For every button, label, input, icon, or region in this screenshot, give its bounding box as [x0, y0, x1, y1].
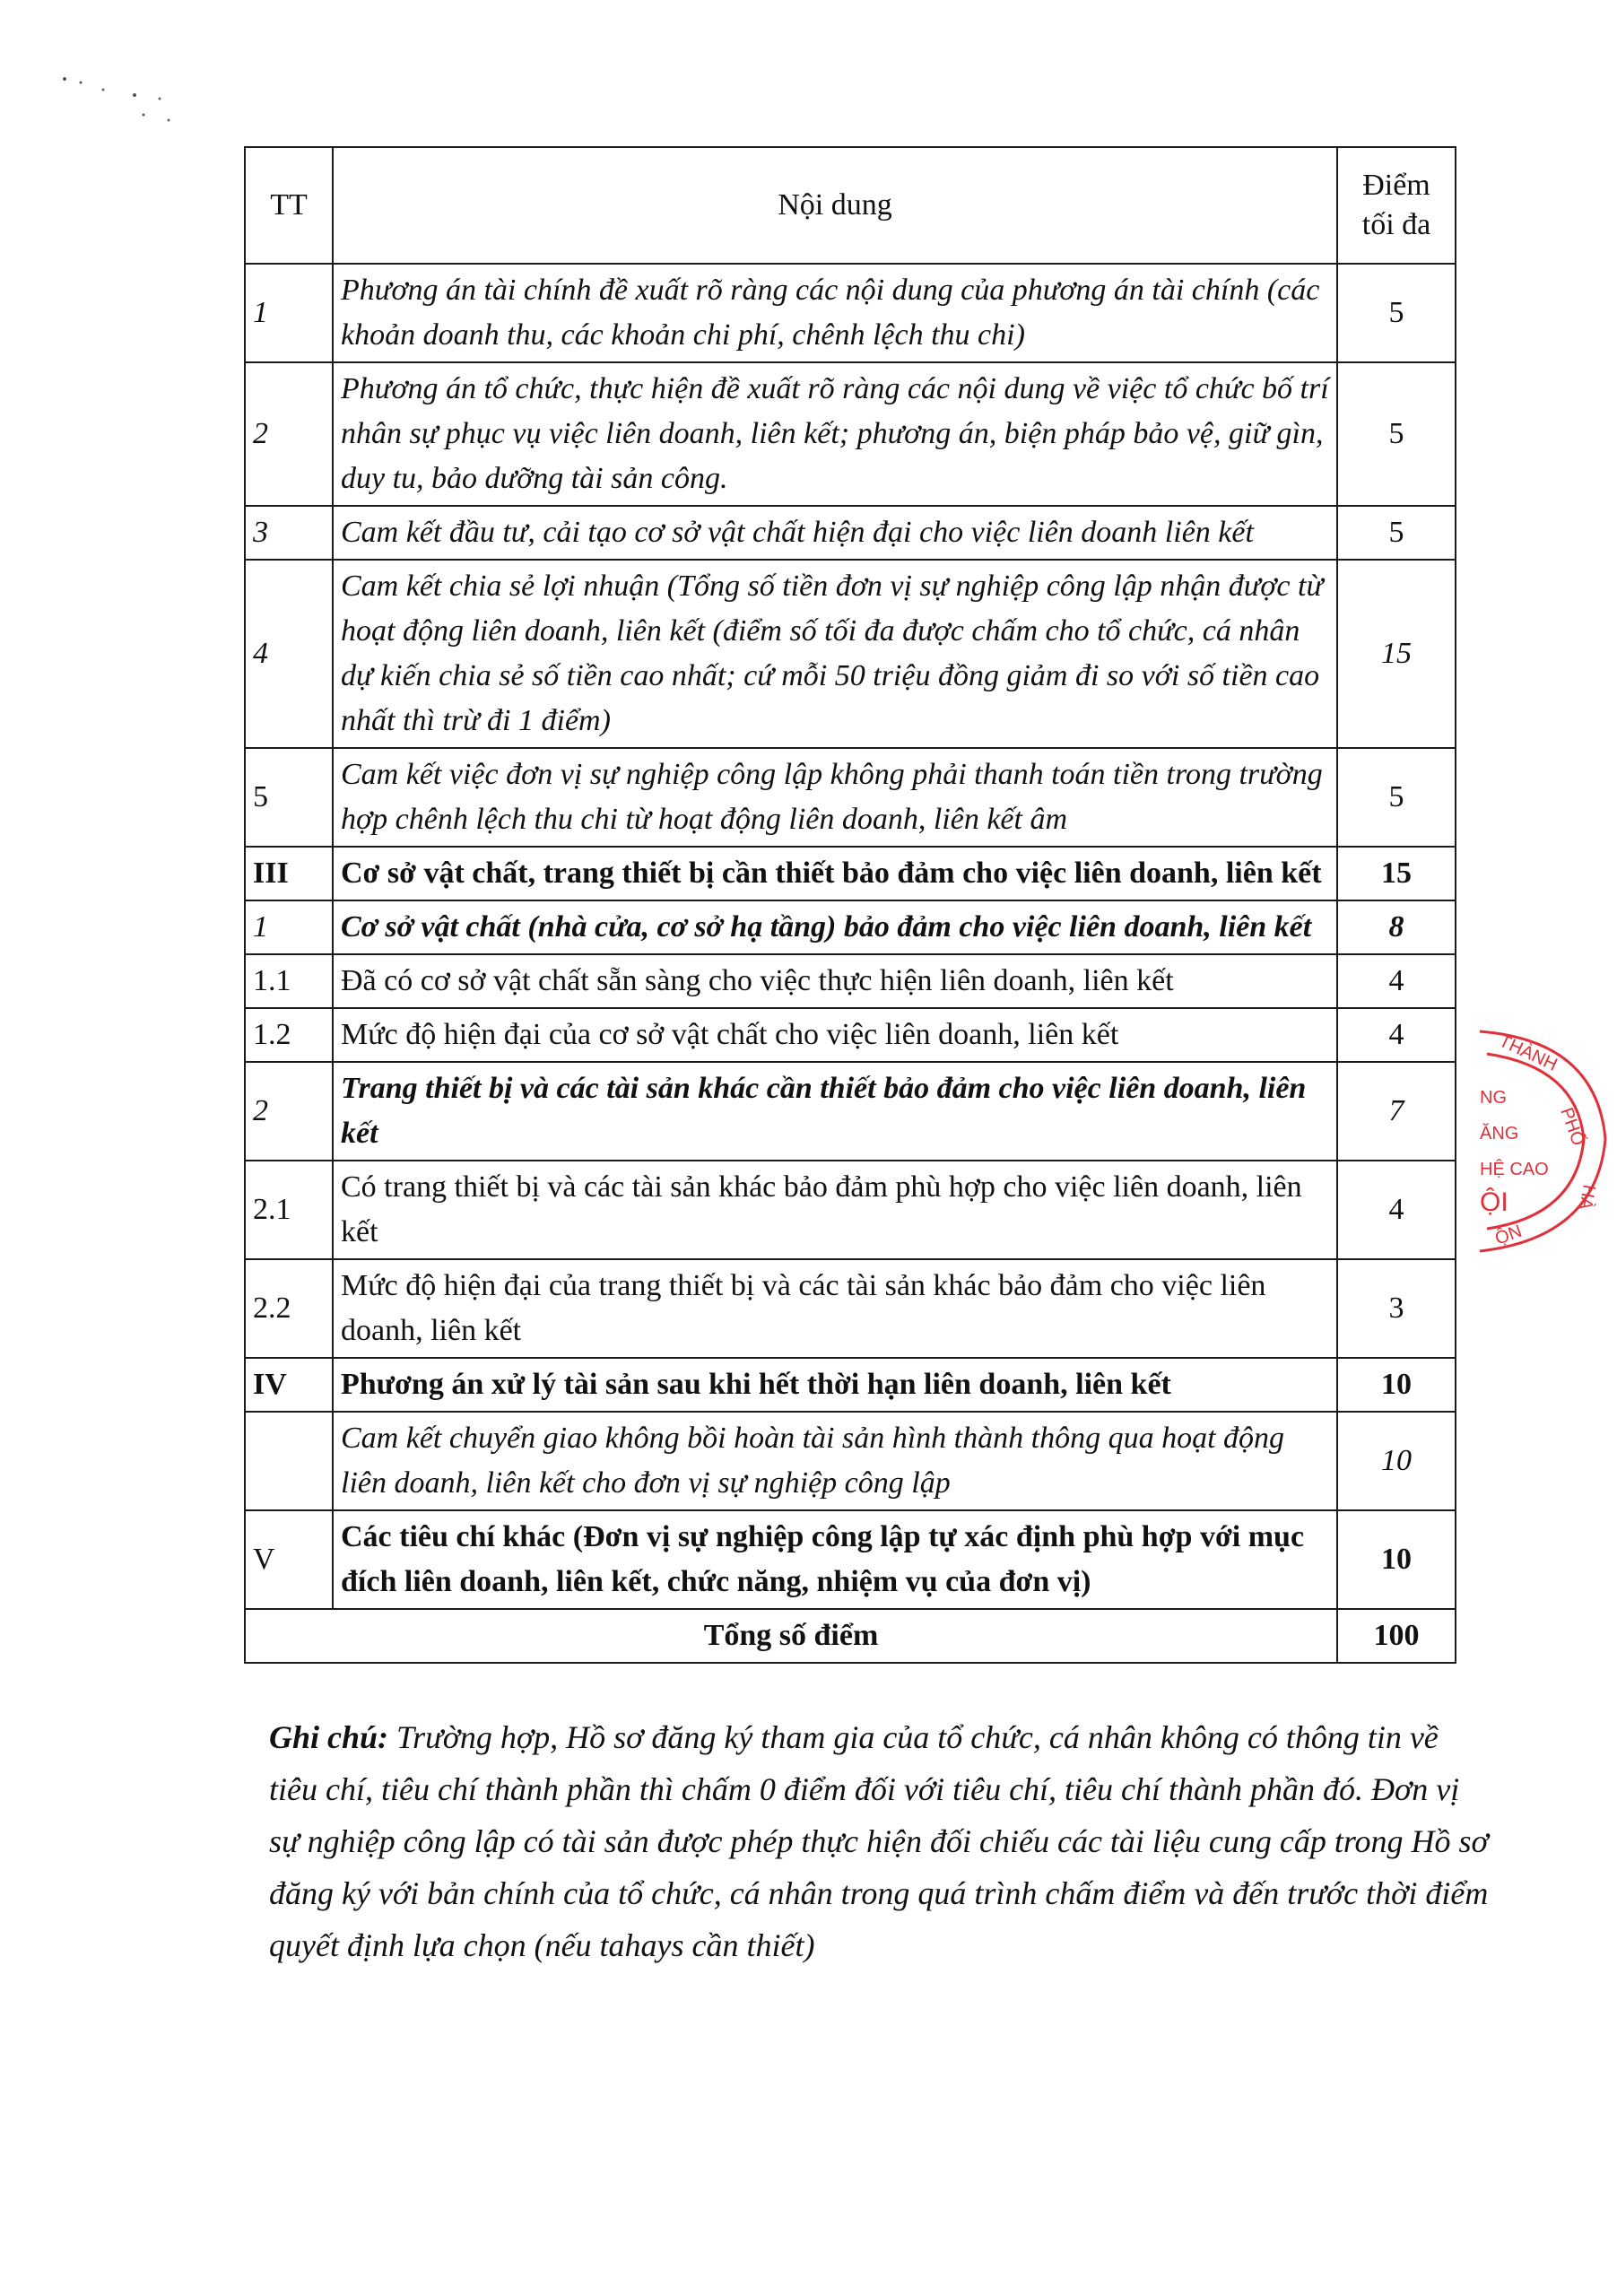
header-max-points: Điểm tối đa: [1337, 147, 1456, 264]
row-points: 15: [1337, 560, 1456, 748]
row-points: 4: [1337, 1161, 1456, 1259]
row-content: Phương án tài chính đề xuất rõ ràng các nội dung của phương án tài chính (các khoản doanh thu, các khoản chi phí, chênh lệch thu chi): [333, 264, 1337, 362]
stamp-text: ỘI: [1480, 1187, 1508, 1217]
row-tt: 4: [245, 560, 333, 748]
row-points: 7: [1337, 1062, 1456, 1161]
table-row: [245, 954, 1456, 1008]
table-row: [245, 1259, 1456, 1358]
total-points: 100: [1337, 1609, 1456, 1663]
footnote-label: Ghi chú:: [269, 1719, 389, 1755]
row-content: Mức độ hiện đại của cơ sở vật chất cho việc liên doanh, liên kết: [333, 1008, 1337, 1062]
table-row: [245, 748, 1456, 847]
row-points: 10: [1337, 1510, 1456, 1609]
footnote-text: Trường hợp, Hồ sơ đăng ký tham gia của tổ chức, cá nhân không có thông tin về tiêu chí, tiêu chí thành phần thì chấm 0 điểm đối với tiêu chí, tiêu chí thành phần đó. Đơn vị sự nghiệp công lập có tài sản được phép thực hiện đối chiếu các tài liệu cung cấp trong Hồ sơ đăng ký với bản chính của tổ chức, cá nhân trong quá trình chấm điểm và đến trước thời điểm quyết định lựa chọn (nếu tahays cần thiết): [269, 1719, 1489, 1963]
row-tt: 1.2: [245, 1008, 333, 1062]
table-total-row: [245, 1609, 1456, 1663]
header-content: Nội dung: [333, 147, 1337, 264]
table-row: [245, 1062, 1456, 1161]
stamp-text: THÀNH: [1495, 1031, 1560, 1075]
table-row: [245, 1008, 1456, 1062]
row-content: Cam kết việc đơn vị sự nghiệp công lập không phải thanh toán tiền trong trường hợp chênh lệch thu chi từ hoạt động liên doanh, liên kết âm: [333, 748, 1337, 847]
row-content: Đã có cơ sở vật chất sẵn sàng cho việc thực hiện liên doanh, liên kết: [333, 954, 1337, 1008]
row-content: Có trang thiết bị và các tài sản khác bảo đảm phù hợp cho việc liên doanh, liên kết: [333, 1161, 1337, 1259]
row-tt: 3: [245, 506, 333, 560]
row-tt: IV: [245, 1358, 333, 1412]
row-points: 5: [1337, 506, 1456, 560]
row-tt: 2: [245, 362, 333, 506]
row-tt: 2.2: [245, 1259, 333, 1358]
row-tt: [245, 1412, 333, 1510]
header-tt: TT: [245, 147, 333, 264]
table-header-row: [245, 147, 1456, 264]
row-points: 4: [1337, 1008, 1456, 1062]
table-row: [245, 264, 1456, 362]
row-content: Cam kết chia sẻ lợi nhuận (Tổng số tiền đơn vị sự nghiệp công lập nhận được từ hoạt động liên doanh, liên kết (điểm số tối đa được chấm cho tổ chức, cá nhân dự kiến chia sẻ số tiền cao nhất; cứ mỗi 50 triệu đồng giảm đi so với số tiền cao nhất thì trừ đi 1 điểm): [333, 560, 1337, 748]
row-content: Cơ sở vật chất, trang thiết bị cần thiết bảo đảm cho việc liên doanh, liên kết: [333, 847, 1337, 900]
row-content: Cơ sở vật chất (nhà cửa, cơ sở hạ tầng) bảo đảm cho việc liên doanh, liên kết: [333, 900, 1337, 954]
row-points: 4: [1337, 954, 1456, 1008]
row-points: 3: [1337, 1259, 1456, 1358]
scoring-criteria-table: [244, 146, 1456, 1664]
stamp-text: HỆ CAO: [1480, 1160, 1549, 1179]
row-content: Phương án xử lý tài sản sau khi hết thời hạn liên doanh, liên kết: [333, 1358, 1337, 1412]
row-tt: 1: [245, 900, 333, 954]
stamp-text: NG: [1480, 1088, 1507, 1108]
footnote: [269, 1711, 1489, 1971]
row-content: Trang thiết bị và các tài sản khác cần thiết bảo đảm cho việc liên doanh, liên kết: [333, 1062, 1337, 1161]
row-points: 15: [1337, 847, 1456, 900]
table-row: [245, 900, 1456, 954]
row-points: 10: [1337, 1358, 1456, 1412]
row-content: Cam kết chuyển giao không bồi hoàn tài sản hình thành thông qua hoạt động liên doanh, liên kết cho đơn vị sự nghiệp công lập: [333, 1412, 1337, 1510]
stamp-text: ỘN: [1492, 1221, 1525, 1249]
row-points: 8: [1337, 900, 1456, 954]
row-tt: 1.1: [245, 954, 333, 1008]
row-points: 5: [1337, 362, 1456, 506]
row-points: 5: [1337, 264, 1456, 362]
table-row: [245, 362, 1456, 506]
row-tt: V: [245, 1510, 333, 1609]
row-content: Các tiêu chí khác (Đơn vị sự nghiệp công lập tự xác định phù hợp với mục đích liên doanh, liên kết, chức năng, nhiệm vụ của đơn vị): [333, 1510, 1337, 1609]
scan-specks-decoration: [54, 63, 179, 144]
row-points: 10: [1337, 1412, 1456, 1510]
stamp-text: HÀ: [1575, 1183, 1599, 1212]
row-tt: III: [245, 847, 333, 900]
table-row-section: [245, 847, 1456, 900]
table-row-section: [245, 1358, 1456, 1412]
row-content: Phương án tổ chức, thực hiện đề xuất rõ ràng các nội dung về việc tổ chức bố trí nhân sự phục vụ việc liên doanh, liên kết; phương án, biện pháp bảo vệ, giữ gìn, duy tu, bảo dưỡng tài sản công.: [333, 362, 1337, 506]
table-row-section: [245, 1510, 1456, 1609]
row-content: Mức độ hiện đại của trang thiết bị và các tài sản khác bảo đảm cho việc liên doanh, liên kết: [333, 1259, 1337, 1358]
row-tt: 1: [245, 264, 333, 362]
row-tt: 5: [245, 748, 333, 847]
table-row: [245, 560, 1456, 748]
table-row: [245, 1412, 1456, 1510]
table-row: [245, 1161, 1456, 1259]
stamp-text: ĂNG: [1480, 1124, 1519, 1144]
row-tt: 2.1: [245, 1161, 333, 1259]
stamp-text: PHỐ: [1556, 1105, 1588, 1149]
red-seal-stamp: [1471, 1004, 1614, 1274]
row-content: Cam kết đầu tư, cải tạo cơ sở vật chất hiện đại cho việc liên doanh liên kết: [333, 506, 1337, 560]
row-tt: 2: [245, 1062, 333, 1161]
total-label: Tổng số điểm: [245, 1609, 1337, 1663]
row-points: 5: [1337, 748, 1456, 847]
table-row: [245, 506, 1456, 560]
